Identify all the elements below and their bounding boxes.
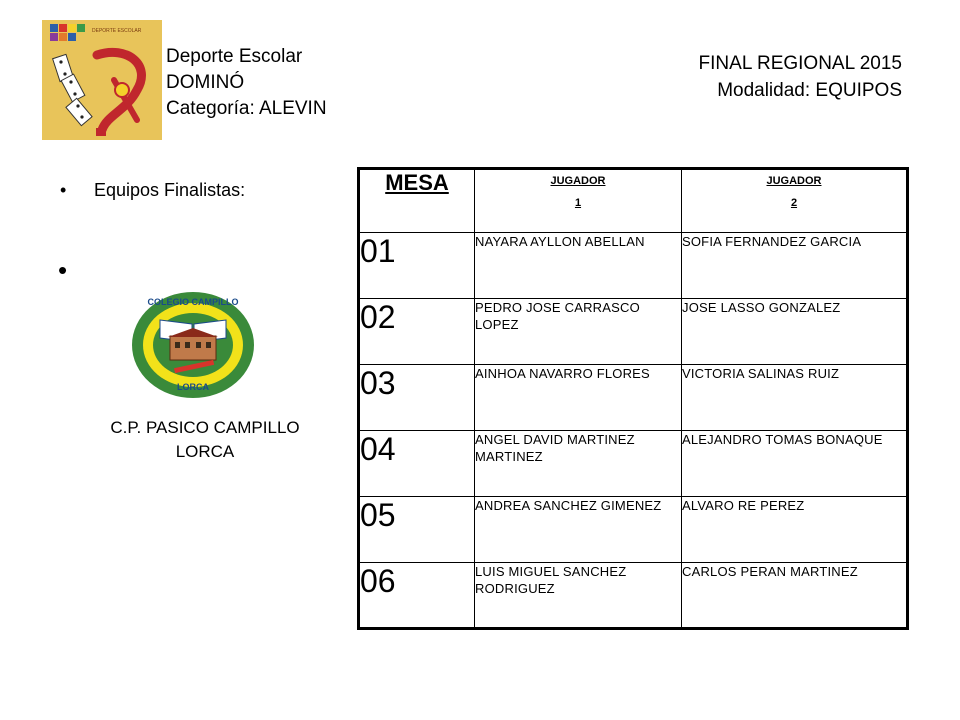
finalists-label: Equipos Finalistas: <box>94 180 246 200</box>
player-1-name: ANDREA SANCHEZ GIMENEZ <box>475 497 682 563</box>
school-name <box>60 416 350 464</box>
table-row <box>359 233 908 299</box>
table-row <box>359 563 908 629</box>
mesa-number: 06 <box>359 563 475 629</box>
player-1-name: NAYARA AYLLON ABELLAN <box>475 233 682 299</box>
mesa-number: 04 <box>359 431 475 497</box>
mesa-number: 05 <box>359 497 475 563</box>
player-2-name: JOSE LASSO GONZALEZ <box>682 299 908 365</box>
mesa-number: 01 <box>359 233 475 299</box>
school-emblem <box>130 290 256 400</box>
category-label: Categoría: ALEVIN <box>166 98 327 119</box>
player-2-name: ALVARO RE PEREZ <box>682 497 908 563</box>
emblem-text-top: COLEGIO CAMPILLO <box>147 297 239 307</box>
header-player-2 <box>682 169 908 233</box>
header-player-1-label: JUGADOR <box>550 175 606 187</box>
header-player-2-label: JUGADOR <box>766 175 822 187</box>
player-1-name: PEDRO JOSE CARRASCO LOPEZ <box>475 299 682 365</box>
school-name-line1: C.P. PASICO CAMPILLO <box>110 418 300 437</box>
player-1-name: LUIS MIGUEL SANCHEZ RODRIGUEZ <box>475 563 682 629</box>
player-2-name: SOFIA FERNANDEZ GARCIA <box>682 233 908 299</box>
table-row <box>359 497 908 563</box>
bullet-empty: • <box>58 255 68 285</box>
emblem-text-bottom: LORCA <box>177 382 209 392</box>
header-player-1-num: 1 <box>574 197 582 209</box>
table-row <box>359 365 908 431</box>
bullet-dot: • <box>60 180 67 200</box>
school-name-line2: LORCA <box>175 442 235 461</box>
mesa-number: 03 <box>359 365 475 431</box>
player-2-name: VICTORIA SALINAS RUIZ <box>682 365 908 431</box>
header-mesa: MESA <box>359 169 475 233</box>
sport-name: DOMINÓ <box>166 72 245 93</box>
table-header-row <box>359 169 908 233</box>
player-1-name: ANGEL DAVID MARTINEZ MARTINEZ <box>475 431 682 497</box>
table-row <box>359 299 908 365</box>
header-player-2-num: 2 <box>790 197 798 209</box>
player-2-name: CARLOS PERAN MARTINEZ <box>682 563 908 629</box>
mesa-number: 02 <box>359 299 475 365</box>
player-2-name: ALEJANDRO TOMAS BONAQUE <box>682 431 908 497</box>
teams-table <box>357 167 909 630</box>
header-right <box>699 50 902 104</box>
logo-text: DEPORTE ESCOLAR <box>92 28 142 34</box>
modality-label: Modalidad: EQUIPOS <box>717 80 902 101</box>
player-1-name: AINHOA NAVARRO FLORES <box>475 365 682 431</box>
deporte-escolar-logo <box>42 20 162 140</box>
table-row <box>359 431 908 497</box>
header-left <box>166 44 327 122</box>
header-player-1 <box>475 169 682 233</box>
program-title: Deporte Escolar <box>166 46 303 67</box>
event-title: FINAL REGIONAL 2015 <box>698 53 902 74</box>
